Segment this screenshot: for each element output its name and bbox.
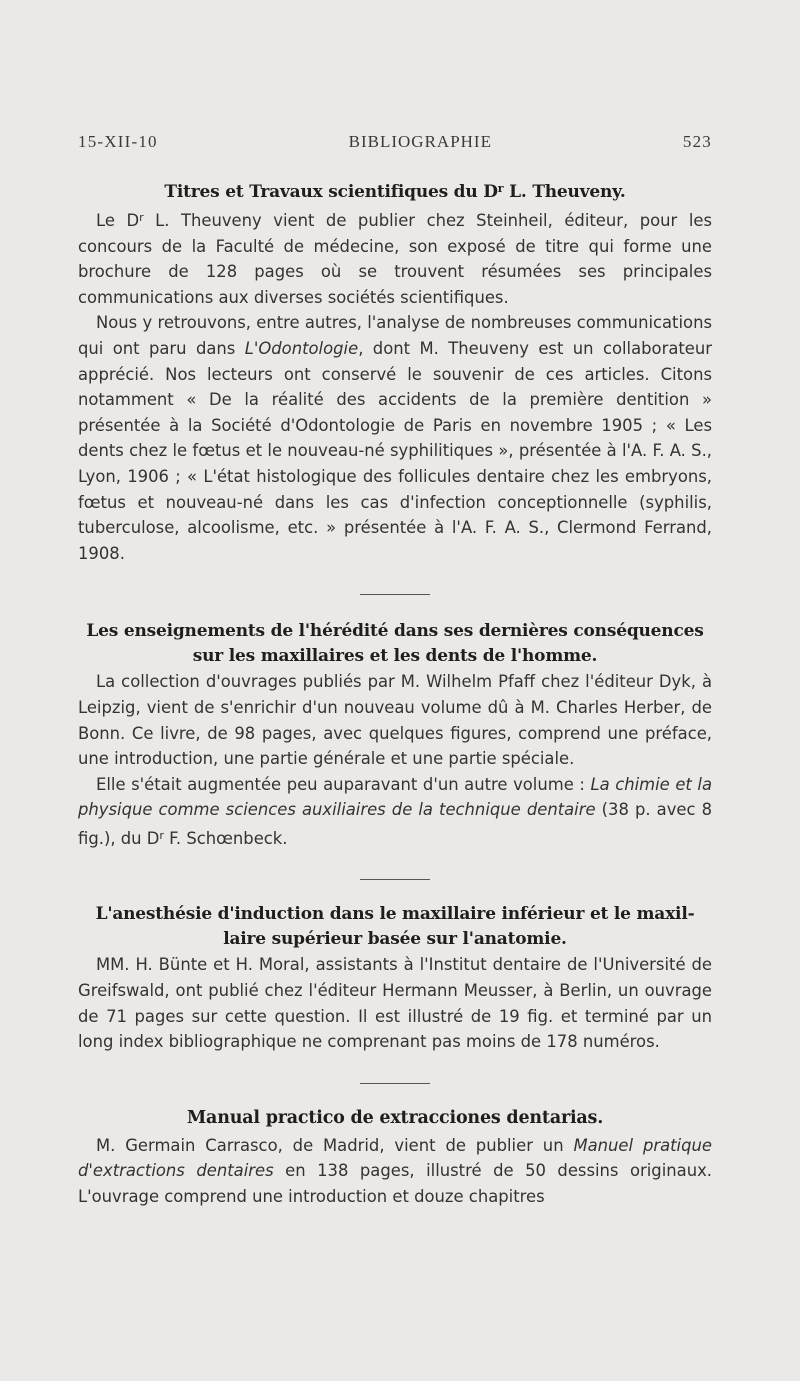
s1p2-text-a: Nous y retrouvons, entre autres, l'analyse de nombreuses communications qui ont paru dans [78, 313, 712, 358]
section-2-paragraph-2 [78, 772, 712, 852]
running-head-title: BIBLIOGRAPHIE [348, 132, 492, 151]
section-1-paragraph-1 [78, 205, 712, 310]
section-2-paragraph-1: La collection d'ouvrages publiés par M. Wilhelm Pfaff chez l'éditeur Dyk, à Leipzig, vient de s'enrichir d'un nouveau volume dû à M. Charles Herber, de Bonn. Ce livre, de 98 pages, avec quelques figures, comprend une préface, une introduction, une partie générale et une partie spéciale. [78, 672, 712, 769]
s2p2-text-b: (38 p. avec 8 fig.), du D [78, 800, 712, 848]
section-1-title-sup: r [497, 182, 504, 195]
section-divider [360, 1083, 430, 1084]
page-number: 523 [682, 132, 712, 151]
section-1-paragraph-2 [78, 310, 712, 566]
s2p2-book-title: La chimie et la physique comme sciences auxiliaires de la technique dentaire [78, 774, 712, 820]
section-4-title: Manual practico de extracciones dentarias. [186, 1107, 604, 1128]
section-divider [360, 879, 430, 880]
s4p1-text-b: en 138 pages, illustré de 50 dessins originaux. L'ouvrage comprend une introduction et douze chapitres [78, 1161, 712, 1207]
running-head [78, 132, 712, 156]
section-3-paragraph-1: MM. H. Bünte et H. Moral, assistants à l'Institut dentaire de l'Université de Greifswald, ont publié chez l'éditeur Hermann Meusser, à Berlin, un ouvrage de 71 pages sur cette question. Il est illustré de 19 fig. et terminé par un long index bibliographique ne comprenant pas moins de 178 numéros. [78, 955, 712, 1052]
book-page [78, 132, 712, 1210]
running-head-date: 15-XII-10 [78, 132, 158, 151]
s4p1-text-a: M. Germain Carrasco, de Madrid, vient de publier un [96, 1135, 574, 1155]
section-3-title [78, 902, 712, 952]
s1p1-sup: r [139, 211, 144, 224]
s2p2-text-a: Elle s'était augmentée peu auparavant d'un autre volume : [96, 774, 591, 794]
section-1-title-text-end: L. Theuveny. [503, 182, 626, 202]
section-2-title [78, 619, 712, 669]
s2p2-sup: r [159, 828, 164, 842]
section-divider [360, 594, 430, 595]
section-1-title-text: Titres et Travaux scientifiques du D [164, 182, 498, 202]
section-3-title-line-1: L'anesthésie d'induction dans le maxillaire inférieur et le maxil- [95, 904, 695, 925]
section-4-paragraph-1 [78, 1133, 712, 1210]
section-2-title-line-1: Les enseignements de l'hérédité dans ses dernières conséquences [86, 621, 704, 642]
section-1-title [78, 176, 712, 205]
section-3-title-line-2: laire supérieur basée sur l'anatomie. [223, 929, 567, 950]
s1p1-text-a: Le D [96, 211, 140, 230]
s1p1-text-b: L. Theuveny vient de publier chez Steinheil, éditeur, pour les concours de la Faculté de médecine, son exposé de titre qui forme une brochure de 128 pages où se trouvent résumées ses principales communications aux diverses sociétés scientifiques. [78, 211, 712, 307]
s4p1-book-title: Manuel pratique d'extractions dentaires [78, 1135, 712, 1181]
s2p2-text-c: F. Schœnbeck. [163, 828, 288, 848]
section-2-title-line-2: sur les maxillaires et les dents de l'homme. [192, 646, 598, 667]
s1p2-text-b: , dont M. Theuveny est un collaborateur apprécié. Nos lecteurs ont conservé le souvenir de ces articles. Citons notamment « De la réalité des accidents de la première dentition » présentée à la Société d'Odontologie de Paris en novembre 1905 ; « Les dents chez le fœtus et le nouveau-né syphilitiques », présentée à l'A. F. A. S., Lyon, 1906 ; « L'état histologique des follicules dentaire chez les embryons, fœtus et nouveau-né dans les cas d'infection conceptionnelle (syphilis, tuberculose, alcoolisme, etc. » présentée à l'A. F. A. S., Clermond Ferrand, 1908. [78, 338, 712, 563]
s1p2-journal-title: L'Odontologie [244, 338, 359, 358]
